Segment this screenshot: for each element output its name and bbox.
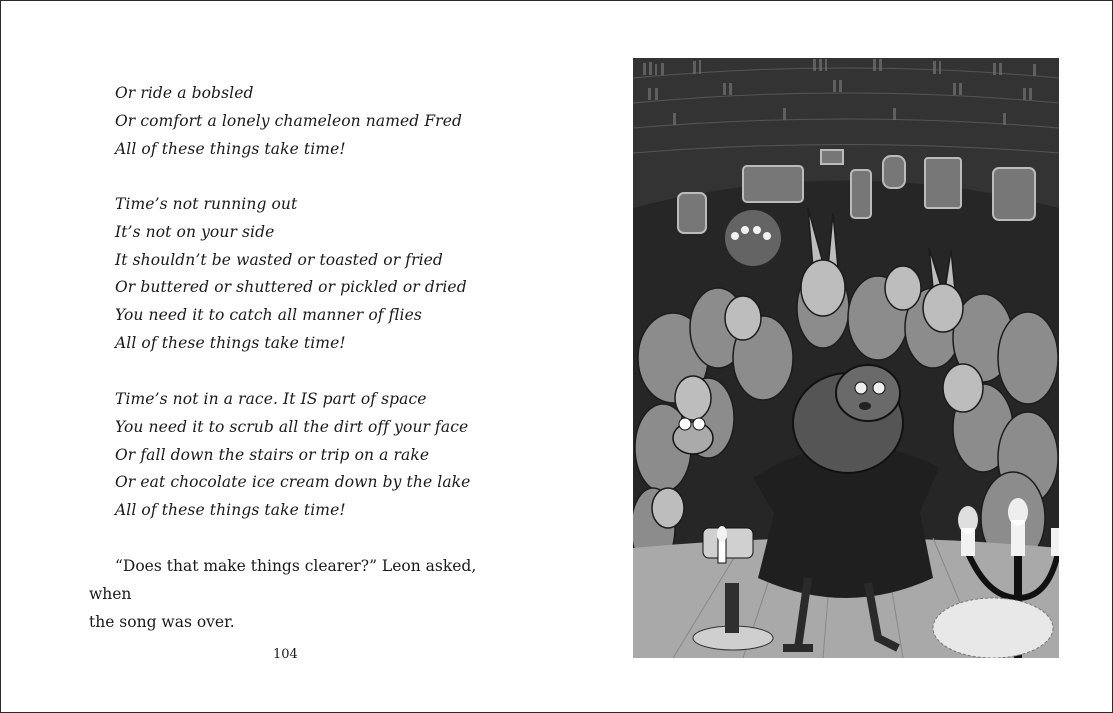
illustration — [633, 58, 1059, 658]
verse-stanza-3 — [115, 386, 470, 525]
verse-line: You need it to catch all manner of flies — [115, 306, 422, 325]
verse-line: Or eat chocolate ice cream down by the lake — [115, 473, 471, 492]
verse-line: Time’s not running out — [115, 195, 298, 213]
verse-line: You need it to scrub all the dirt off your face — [115, 417, 469, 436]
verse-stanza-1 — [115, 80, 462, 163]
verse-line: Or fall down the stairs or trip on a rake — [115, 445, 430, 464]
verse-line: It shouldn’t be wasted or toasted or fried — [115, 250, 443, 269]
verse-line: Or buttered or shuttered or pickled or dried — [115, 278, 467, 297]
verse-line: Time’s not in a race. It IS part of space — [115, 390, 427, 408]
verse-line: It’s not on your side — [115, 222, 275, 241]
illustration-artwork — [633, 58, 1059, 658]
verse-line: All of these things take time! — [115, 333, 346, 352]
verse-line: Or comfort a lonely chameleon named Fred — [115, 111, 462, 130]
verse-line: All of these things take time! — [115, 501, 346, 520]
verse-line: All of these things take time! — [115, 139, 346, 158]
verse-stanza-2 — [115, 191, 467, 358]
prose-line: “Does that make things clearer?” Leon asked, when — [89, 557, 477, 603]
prose-paragraph — [89, 553, 509, 636]
prose-line: the song was over. — [89, 612, 235, 631]
verse-line: Or ride a bobsled — [115, 84, 254, 102]
page-number: 104 — [273, 647, 298, 662]
left-page — [1, 1, 557, 712]
